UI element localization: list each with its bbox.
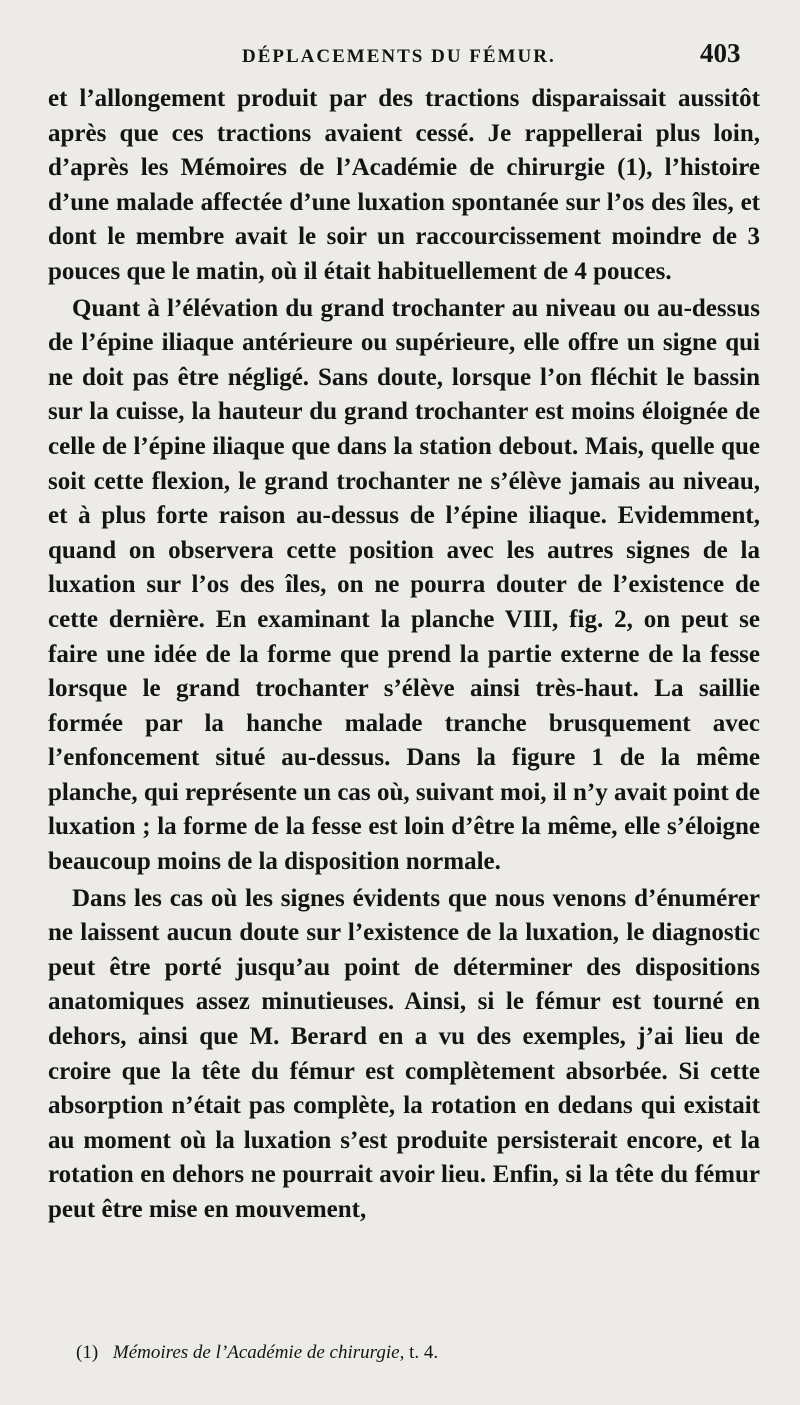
paragraph-diagnostic: Dans les cas où les signes évidents que nous venons d’énumérer ne laissent aucun doute sur l’existence de la luxation, le diagnostic peut être porté jusqu’au point de déterminer des dispositions anatomiques assez minutieuses. Ainsi, si le fémur est tourné en dehors, ainsi que M. Berard en a vu des exemples, j’ai lieu de croire que la tête du fémur est complètement absorbée. Si cette absorption n’était pas complète, la rotation en dedans qui existait au moment où la luxation s’est produite persisterait encore, et la rotation en dehors ne pourrait avoir lieu. Enfin, si la tête du fémur peut être mise en mouvement, — [48, 884, 760, 1223]
paragraph-trochanter: Quant à l’élévation du grand trochanter au niveau ou au-dessus de l’épine iliaque antérieure ou supérieure, elle offre un signe qui ne doit pas être négligé. Sans doute, lorsque l’on fléchit le bassin sur la cuisse, la hauteur du grand trochanter est moins éloignée de celle de l’épine iliaque que dans la station debout. Mais, quelle que soit cette flexion, le grand trochanter ne s’élève jamais au niveau, et à plus forte raison au-dessus de l’épine iliaque. Evidemment, quand on observera cette position avec les autres signes de la luxation sur l’os des îles, on ne pourra douter de l’existence de cette dernière. En examinant la planche VIII, fig. 2, on peut se faire une idée de la forme que prend la partie externe de la fesse lorsque le grand trochanter s’élève ainsi très-haut. La saillie formée par la hanche malade tranche brusquement avec l’enfoncement situé au-dessus. Dans la figure 1 de la même planche, qui représente un cas où, suivant moi, il n’y avait point de luxation ; la forme de la fesse est loin d’être la même, elle s’éloigne beaucoup moins de la disposition normale. — [48, 294, 760, 876]
running-title: DÉPLACEMENTS DU FÉMUR. — [242, 46, 556, 67]
page-number: 403 — [700, 38, 741, 68]
paragraph-continuation: et l’allongement produit par des tractions disparaissait aussitôt après que ces tractions avaient cessé. Je rappellerai plus loin, d’après les Mémoires de l’Académie de chirurgie (1), l’histoire d’une malade affectée d’une luxation spontanée sur l’os des îles, et dont le membre avait le soir un raccourcissement moindre de 3 pouces que le matin, où il était habituellement de 4 pouces. — [48, 85, 760, 285]
page-header — [0, 36, 800, 76]
body-text — [48, 82, 760, 1228]
footnote-tail: t. 4. — [409, 1342, 439, 1363]
footnote — [76, 1342, 438, 1364]
footnote-mark: (1) — [76, 1342, 99, 1363]
footnote-reference: Mémoires de l’Académie de chirurgie, — [112, 1342, 405, 1363]
